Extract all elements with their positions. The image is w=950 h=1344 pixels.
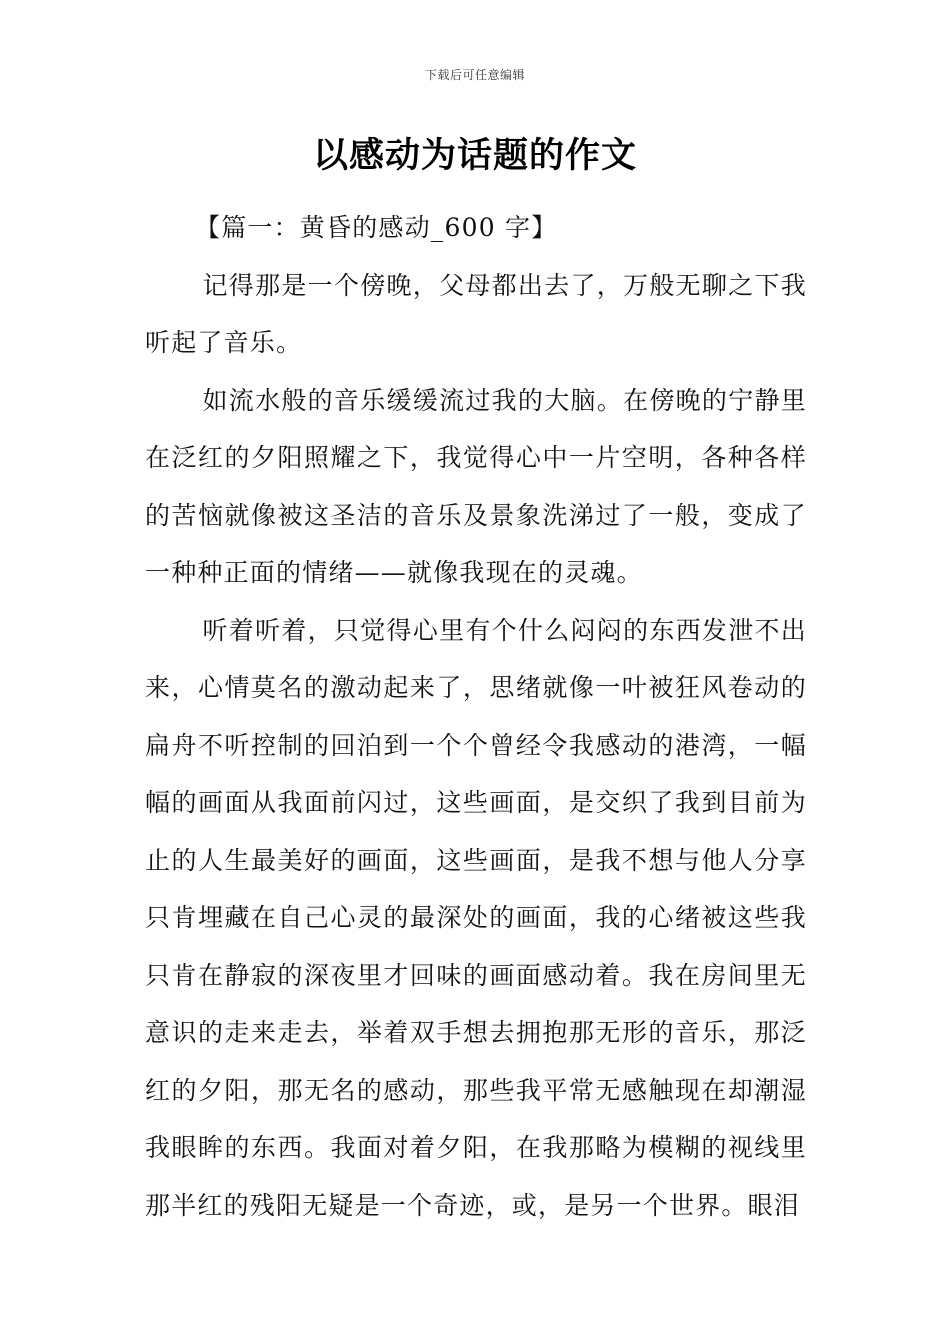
paragraph-3: 听着听着，只觉得心里有个什么闷闷的东西发泄不出来，心情莫名的激动起来了，思绪就像一叶被狂风卷动的扁舟不听控制的回泊到一个个曾经令我感动的港湾，一幅幅的画面从我面前闪过，这些画面，是交织了我到目前为止的人生最美好的画面，这些画面，是我不想与他人分享只肯埋藏在自己心灵的最深处的画面，我的心绪被这些我只肯在静寂的深夜里才回味的画面感动着。我在房间里无意识的走来走去，举着双手想去拥抱那无形的音乐，那泛红的夕阳，那无名的感动，那些我平常无感触现在却潮湿我眼眸的东西。我面对着夕阳，在我那略为模糊的视线里那半红的残阳无疑是一个奇迹，或，是另一个世界。眼泪 (145, 615, 807, 1220)
document-body (145, 199, 807, 1234)
document-title: 以感动为话题的作文 (312, 136, 637, 176)
paragraph-2: 如流水般的音乐缓缓流过我的大脑。在傍晚的宁静里在泛红的夕阳照耀之下，我觉得心中一片空明，各种各样的苦恼就像被这圣洁的音乐及景象洗涕过了一般，变成了一种种正面的情绪——就像我现在的灵魂。 (145, 385, 807, 587)
paragraph-1: 记得那是一个傍晚，父母都出去了，万般无聊之下我听起了音乐。 (145, 270, 807, 357)
header-note: 下载后可任意编辑 (424, 68, 525, 82)
section-heading: 【篇一：黄昏的感动_600 字】 (195, 213, 558, 242)
